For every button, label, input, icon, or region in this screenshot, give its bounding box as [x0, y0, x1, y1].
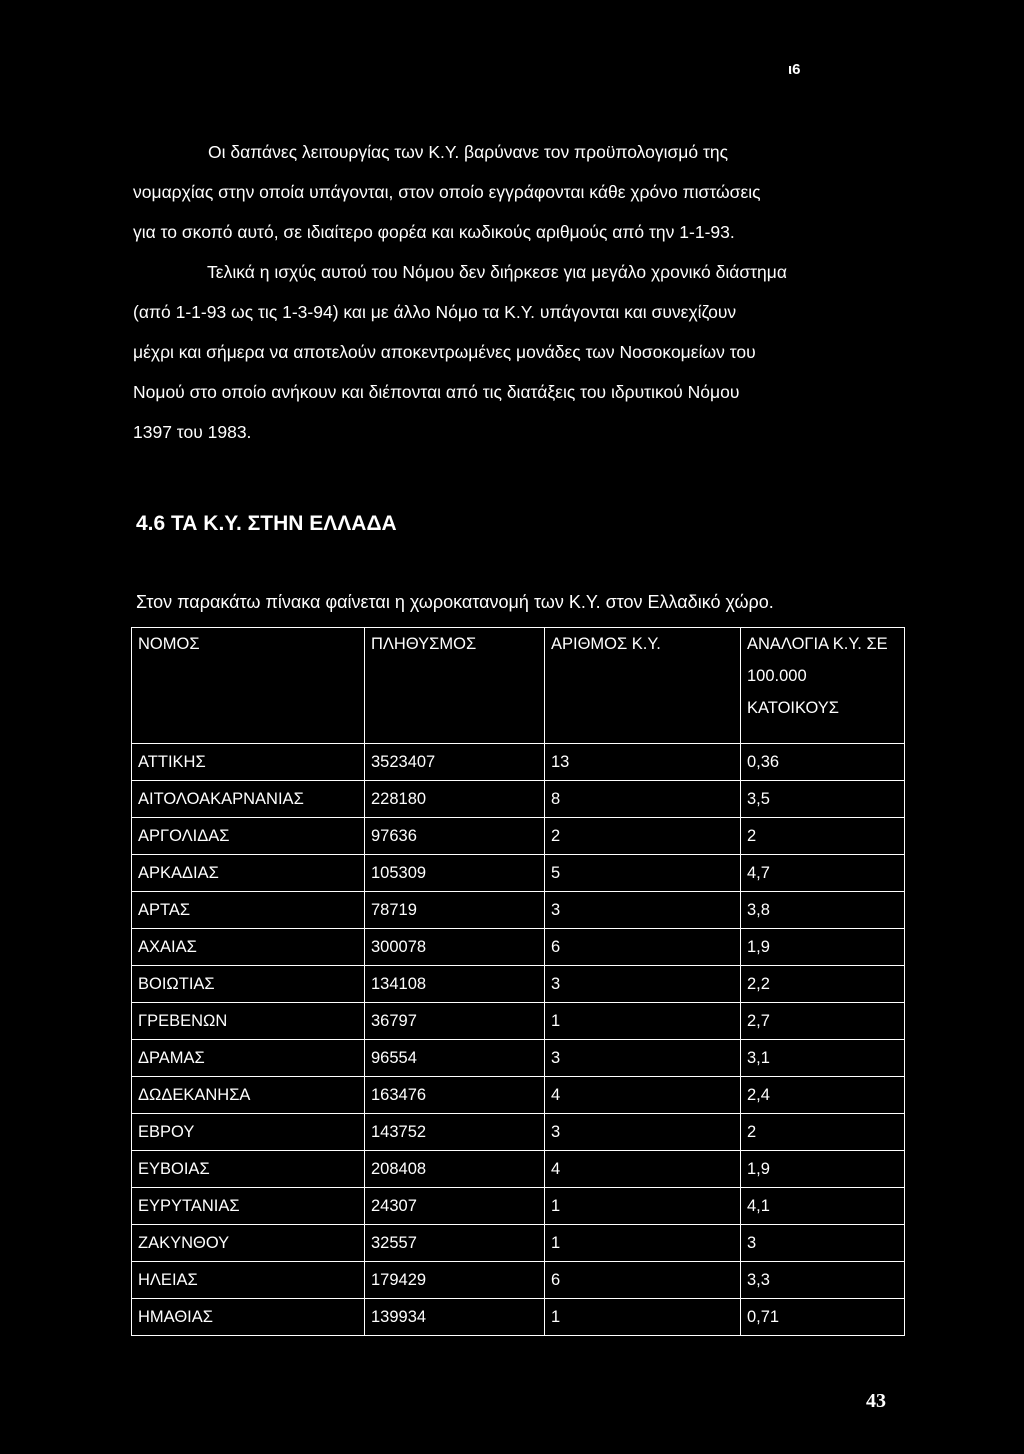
cell-population: 36797 [365, 1003, 545, 1040]
cell-prefecture: ΑΧΑΙΑΣ [132, 929, 365, 966]
table-row [132, 1003, 905, 1040]
cell-population: 228180 [365, 781, 545, 818]
table-row [132, 1262, 905, 1299]
table-row [132, 818, 905, 855]
cell-count: 6 [545, 929, 741, 966]
cell-prefecture: ΕΒΡΟΥ [132, 1114, 365, 1151]
cell-ratio: 2 [741, 818, 905, 855]
cell-prefecture: ΓΡΕΒΕΝΩΝ [132, 1003, 365, 1040]
paragraph-line: 1397 του 1983. [133, 422, 252, 442]
section-heading: 4.6 ΤΑ Κ.Υ. ΣΤΗΝ ΕΛΛΑΔΑ [136, 512, 397, 535]
table-intro-text: Στον παρακάτω πίνακα φαίνεται η χωροκατανομή των Κ.Υ. στον Ελλαδικό χώρο. [136, 592, 774, 612]
cell-ratio: 4,7 [741, 855, 905, 892]
cell-ratio: 1,9 [741, 1151, 905, 1188]
cell-population: 3523407 [365, 744, 545, 781]
paragraph-line: Τελικά η ισχύς αυτού του Νόμου δεν διήρκεσε για μεγάλο χρονικό διάστημα [207, 262, 787, 282]
cell-population: 139934 [365, 1299, 545, 1336]
cell-count: 3 [545, 892, 741, 929]
paragraph-line: Νομού στο οποίο ανήκουν και διέπονται από τις διατάξεις του ιδρυτικού Νόμου [133, 382, 740, 402]
table-row [132, 1188, 905, 1225]
cell-count: 1 [545, 1003, 741, 1040]
cell-count: 5 [545, 855, 741, 892]
cell-prefecture: ΕΥΡΥΤΑΝΙΑΣ [132, 1188, 365, 1225]
column-header-prefecture: ΝΟΜΟΣ [132, 628, 365, 744]
table-row [132, 929, 905, 966]
cell-ratio: 2 [741, 1114, 905, 1151]
cell-ratio: 0,71 [741, 1299, 905, 1336]
cell-prefecture: ΖΑΚΥΝΘΟΥ [132, 1225, 365, 1262]
cell-ratio: 1,9 [741, 929, 905, 966]
table-header-row [132, 628, 905, 744]
cell-count: 2 [545, 818, 741, 855]
cell-prefecture: ΑΡΓΟΛΙΔΑΣ [132, 818, 365, 855]
cell-population: 78719 [365, 892, 545, 929]
table-row [132, 1077, 905, 1114]
column-header-health-center-count: ΑΡΙΘΜΟΣ Κ.Υ. [545, 628, 741, 744]
cell-prefecture: ΕΥΒΟΙΑΣ [132, 1151, 365, 1188]
cell-prefecture: ΑΡΚΑΔΙΑΣ [132, 855, 365, 892]
table-row [132, 1299, 905, 1336]
cell-prefecture: ΔΡΑΜΑΣ [132, 1040, 365, 1077]
health-centers-table [131, 627, 905, 1336]
table-row [132, 966, 905, 1003]
cell-count: 13 [545, 744, 741, 781]
page-number: 43 [866, 1390, 886, 1412]
cell-population: 208408 [365, 1151, 545, 1188]
cell-population: 300078 [365, 929, 545, 966]
cell-population: 143752 [365, 1114, 545, 1151]
table-row [132, 781, 905, 818]
cell-count: 4 [545, 1077, 741, 1114]
cell-prefecture: ΑΤΤΙΚΗΣ [132, 744, 365, 781]
cell-population: 96554 [365, 1040, 545, 1077]
cell-count: 3 [545, 966, 741, 1003]
cell-ratio: 2,4 [741, 1077, 905, 1114]
cell-count: 1 [545, 1188, 741, 1225]
corner-mark: ι6 [788, 61, 801, 78]
column-header-ratio: ΑΝΑΛΟΓΙΑ Κ.Υ. ΣΕ 100.000 ΚΑΤΟΙΚΟΥΣ [741, 628, 905, 744]
cell-count: 1 [545, 1299, 741, 1336]
cell-prefecture: ΑΙΤΟΛΟΑΚΑΡΝΑΝΙΑΣ [132, 781, 365, 818]
cell-count: 3 [545, 1040, 741, 1077]
cell-count: 3 [545, 1114, 741, 1151]
cell-count: 8 [545, 781, 741, 818]
paragraph-line: για το σκοπό αυτό, σε ιδιαίτερο φορέα και κωδικούς αριθμούς από την 1-1-93. [133, 222, 735, 242]
cell-ratio: 3,8 [741, 892, 905, 929]
cell-population: 163476 [365, 1077, 545, 1114]
paragraph-line: Οι δαπάνες λειτουργίας των Κ.Υ. βαρύνανε τον προϋπολογισμό της [208, 142, 729, 162]
cell-ratio: 3 [741, 1225, 905, 1262]
paragraph-line: (από 1-1-93 ως τις 1-3-94) και με άλλο Νόμο τα Κ.Υ. υπάγονται και συνεχίζουν [133, 302, 737, 322]
cell-prefecture: ΒΟΙΩΤΙΑΣ [132, 966, 365, 1003]
cell-count: 6 [545, 1262, 741, 1299]
table-row [132, 855, 905, 892]
cell-ratio: 3,5 [741, 781, 905, 818]
cell-population: 105309 [365, 855, 545, 892]
column-header-population: ΠΛΗΘΥΣΜΟΣ [365, 628, 545, 744]
cell-population: 179429 [365, 1262, 545, 1299]
table-row [132, 1040, 905, 1077]
table-row [132, 1225, 905, 1262]
cell-prefecture: ΔΩΔΕΚΑΝΗΣΑ [132, 1077, 365, 1114]
cell-count: 4 [545, 1151, 741, 1188]
cell-population: 134108 [365, 966, 545, 1003]
table-row [132, 1151, 905, 1188]
cell-ratio: 3,1 [741, 1040, 905, 1077]
paragraph-line: νομαρχίας στην οποία υπάγονται, στον οποίο εγγράφονται κάθε χρόνο πιστώσεις [133, 182, 761, 202]
paragraph-line: μέχρι και σήμερα να αποτελούν αποκεντρωμένες μονάδες των Νοσοκομείων του [133, 342, 756, 362]
cell-ratio: 0,36 [741, 744, 905, 781]
cell-prefecture: ΗΛΕΙΑΣ [132, 1262, 365, 1299]
cell-count: 1 [545, 1225, 741, 1262]
cell-ratio: 3,3 [741, 1262, 905, 1299]
cell-ratio: 2,2 [741, 966, 905, 1003]
cell-ratio: 4,1 [741, 1188, 905, 1225]
cell-population: 97636 [365, 818, 545, 855]
cell-population: 32557 [365, 1225, 545, 1262]
cell-prefecture: ΑΡΤΑΣ [132, 892, 365, 929]
cell-population: 24307 [365, 1188, 545, 1225]
table-row [132, 1114, 905, 1151]
table-row [132, 744, 905, 781]
cell-ratio: 2,7 [741, 1003, 905, 1040]
table-row [132, 892, 905, 929]
cell-prefecture: ΗΜΑΘΙΑΣ [132, 1299, 365, 1336]
